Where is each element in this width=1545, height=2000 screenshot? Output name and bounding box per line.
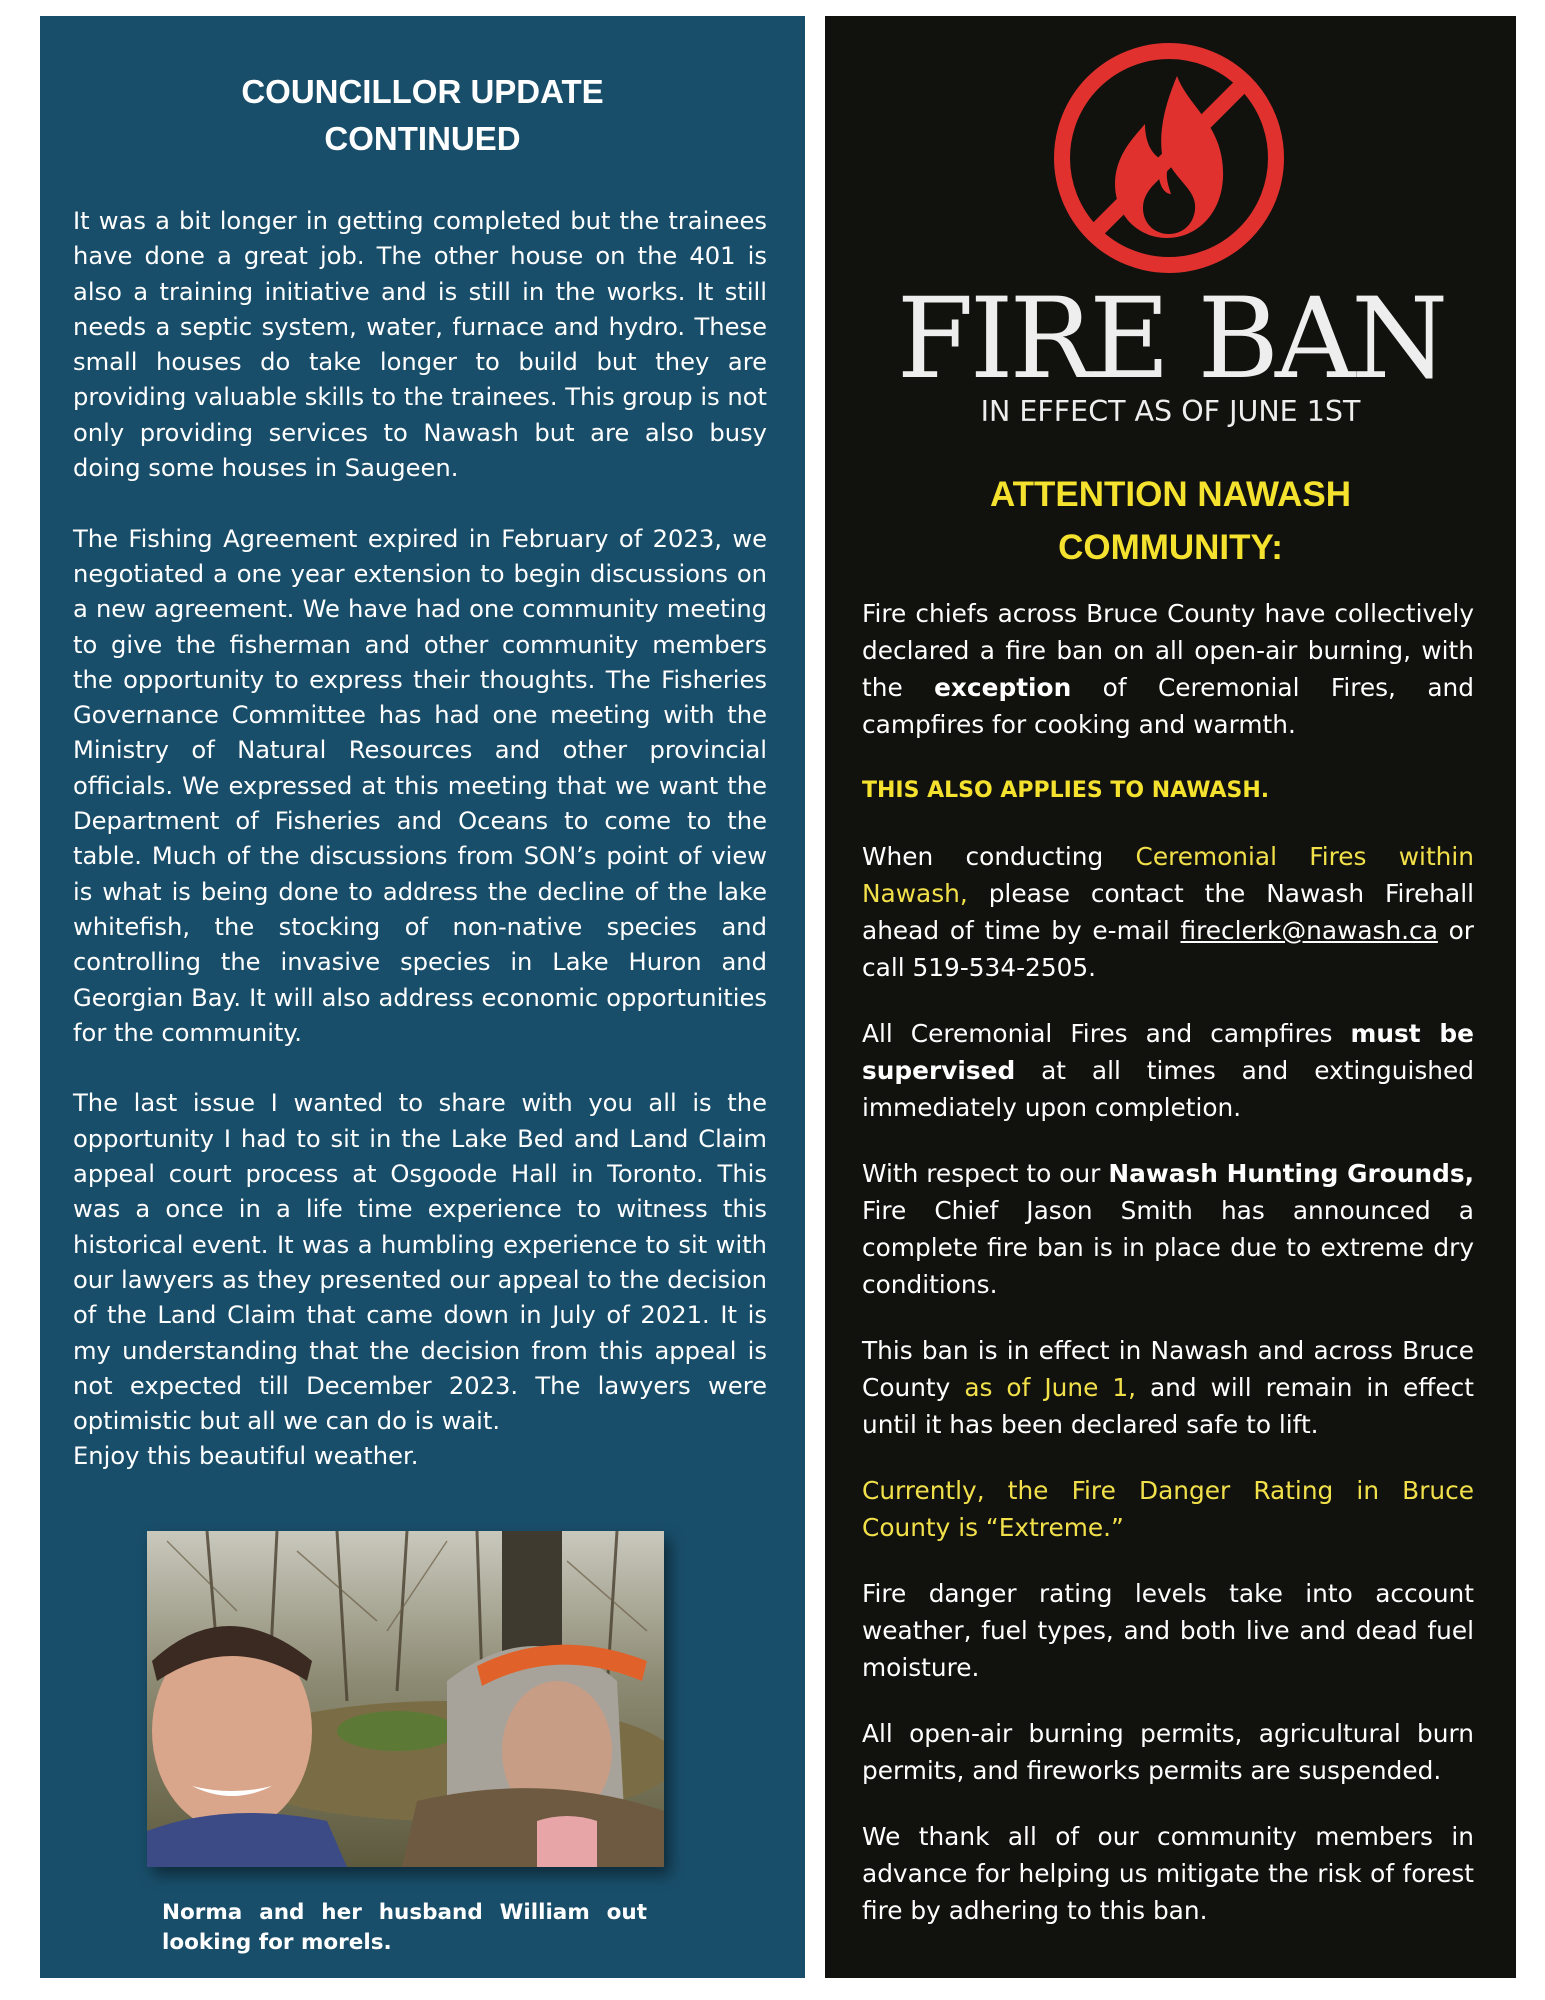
no-fire-icon bbox=[1049, 38, 1289, 278]
paragraph-rating-levels: Fire danger rating levels take into account weather, fuel types, and both live and dead fuel moisture. bbox=[862, 1579, 1474, 1682]
paragraph-thanks: We thank all of our community members in advance for helping us mitigate the risk of forest fire by adhering to this ban. bbox=[862, 1822, 1474, 1925]
forest-selfie-image bbox=[147, 1531, 664, 1867]
fire-ban-panel bbox=[825, 16, 1516, 1978]
photo-norma-and-william bbox=[147, 1531, 664, 1867]
paragraph-contact: When conducting Ceremonial Fires within Nawash, please contact the Nawash Firehall ahead of time by e-mail fireclerk@nawash.ca or call 519-534-2505. bbox=[862, 842, 1475, 982]
supervised-emphasis: must be supervised bbox=[862, 1019, 1474, 1085]
paragraph-land-claim: The last issue I wanted to share with you all is the opportunity I had to sit in the Lake Bed and Land Claim appeal court process at Osgoode Hall in Toronto. This was a once in a life time experience to witness this historical event. It was a humbling experience to sit with our lawyers as they presented our appeal to the decision of the Land Claim that came down in July of 2021. It is my understanding that the decision from this appeal is not expected till December 2023. The lawyers were optimistic but all we can do is wait. bbox=[73, 1089, 767, 1436]
article-body bbox=[73, 204, 767, 1475]
hunting-grounds-emphasis: Nawash Hunting Grounds, bbox=[1108, 1159, 1474, 1188]
paragraph-hunting-grounds: With respect to our Nawash Hunting Grounds, Fire Chief Jason Smith has announced a complete fire ban is in place due to extreme dry conditions. bbox=[862, 1159, 1474, 1299]
date-highlight: as of June 1, bbox=[964, 1373, 1136, 1402]
section-title bbox=[40, 68, 805, 162]
councillor-update-panel bbox=[40, 16, 805, 1978]
closing-line: Enjoy this beautiful weather. bbox=[73, 1442, 419, 1471]
effective-date: IN EFFECT AS OF JUNE 1ST bbox=[980, 395, 1361, 428]
fire-ban-heading: FIRE BAN bbox=[896, 275, 1445, 404]
email-link[interactable]: fireclerk@nawash.ca bbox=[1180, 916, 1438, 945]
ceremonial-fires-highlight: Ceremonial Fires within Nawash, bbox=[862, 842, 1474, 908]
paragraph-housing: It was a bit longer in getting completed but the trainees have done a great job. The other house on the 401 is also a training initiative and is still in the works. It still needs a septic system, water, furnace and hydro. These small houses do take longer to build but they are providing valuable skills to the trainees. This group is not only providing services to Nawash but are also busy doing some houses in Saugeen. bbox=[73, 207, 767, 483]
paragraph-effective-period: This ban is in effect in Nawash and across Bruce County as of June 1, and will remain in effect until it has been declared safe to lift. bbox=[862, 1336, 1474, 1439]
danger-rating-notice: Currently, the Fire Danger Rating in Bruce County is “Extreme.” bbox=[862, 1476, 1474, 1542]
attention-line-1: ATTENTION NAWASH bbox=[989, 475, 1351, 514]
title-line-2: CONTINUED bbox=[324, 120, 521, 157]
paragraph-fishing-agreement: The Fishing Agreement expired in February of 2023, we negotiated a one year extension to begin discussions on a new agreement. We have had one community meeting to give the fisherman and other community members the opportunity to express their thoughts. The Fisheries Governance Committee has had one meeting with the Ministry of Natural Resources and other provincial officials. We expressed at this meeting that we want the Department of Fisheries and Oceans to come to the table. Much of the discussions from SON’s point of view is what is being done to address the decline of the lake whitefish, the stocking of non-native species and controlling the invasive species in Lake Huron and Georgian Bay. It will also address economic opportunities for the community. bbox=[73, 524, 767, 1047]
title-line-1: COUNCILLOR UPDATE bbox=[241, 73, 604, 110]
applies-notice: THIS ALSO APPLIES TO NAWASH. bbox=[862, 778, 1270, 803]
fire-ban-body bbox=[862, 595, 1474, 1958]
paragraph-permits: All open-air burning permits, agricultural burn permits, and fireworks permits are suspended. bbox=[862, 1719, 1474, 1785]
paragraph-supervision: All Ceremonial Fires and campfires must be supervised at all times and extinguished immediately upon completion. bbox=[862, 1019, 1474, 1122]
paragraph-declaration: Fire chiefs across Bruce County have collectively declared a fire ban on all open-air burning, with the exception of Ceremonial Fires, and campfires for cooking and warmth. bbox=[862, 599, 1474, 739]
attention-heading bbox=[825, 468, 1516, 574]
photo-caption: Norma and her husband William out looking for morels. bbox=[162, 1900, 647, 1955]
attention-line-2: COMMUNITY: bbox=[1058, 528, 1283, 567]
exception-emphasis: exception bbox=[934, 673, 1072, 702]
